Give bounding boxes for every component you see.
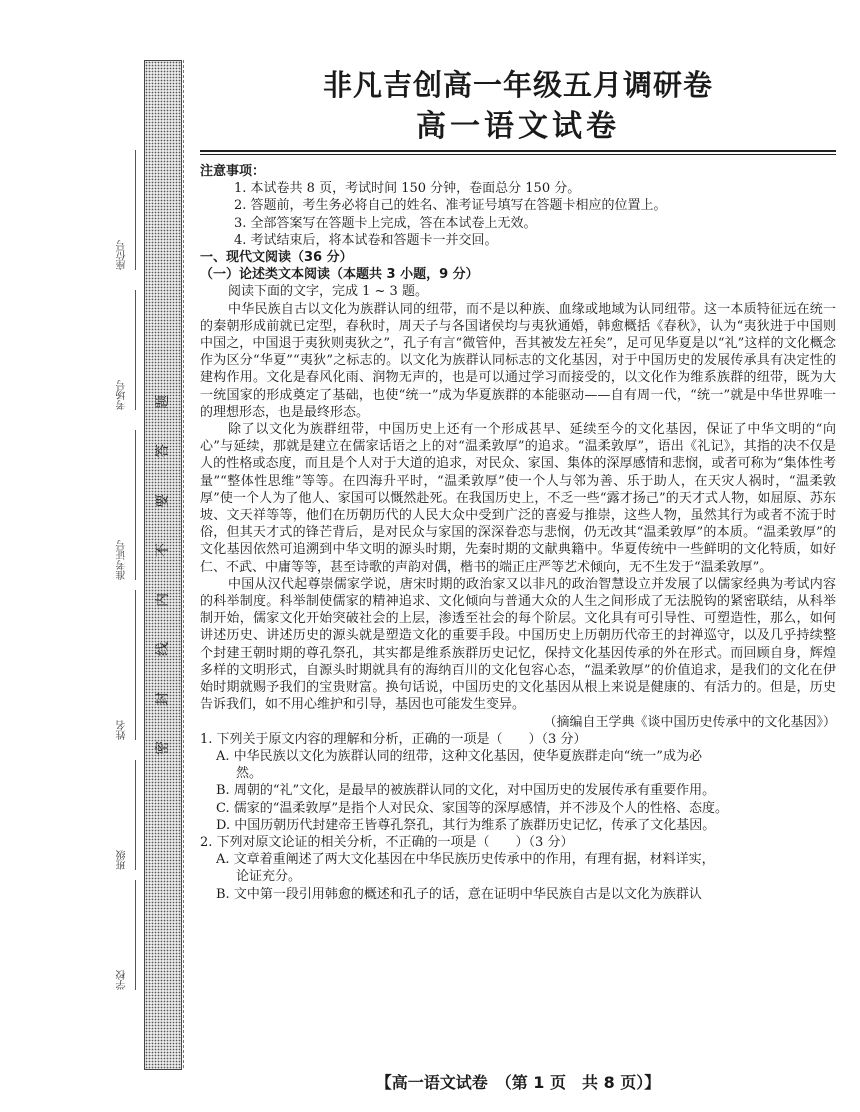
answer-option: C. 儒家的“温柔敦厚”是指个人对民众、家国等的深厚感情，并不涉及个人的性格、态度。	[216, 800, 729, 816]
answer-option-continued: 然。	[236, 766, 263, 782]
page-footer: 【高一语文试卷 （第 1 页 共 8 页）】	[375, 1073, 661, 1092]
name-field[interactable]	[96, 590, 144, 740]
passage-paragraph: 除了以文化为族群纽带，中国历史上还有一个形成甚早、延续至今的文化基因，保证了中华文明的“向心”与延续，那就是建立在儒家话语之上的对“温柔敦厚”的追求。“温柔敦厚”，语出《礼记》，其指的决不仅是人的性格或态度，而且是个人对于大道的追求，对民众、家国、集体的深厚感情和悲悯，或者可称为“集体性考量”“整体性思维”等等。在四海升平时，“温柔敦厚”使一个人与邻为善、乐于助人，在天灾人祸时，“温柔敦厚”使一个人为了他人、家国可以慨然赴死。在我国历史上，不乏一些“露才扬己”的天才式人物，如屈原、苏东坡、文天祥等等，他们在历朝历代的人民大众中受到广泛的喜爱与推崇，这些人物，虽然其行为或者不流于时俗，但其天才式的锋芒背后，是对民众与家国的深深眷恋与悲悯，仍无改其“温柔敦厚”的本质。“温柔敦厚”的文化基因依然可追溯到中华文明的源头时期，先秦时期的文献典籍中。华夏传统中一些鲜明的文化特质，如好仁、不武、中庸等等，甚至诗歌的声韵对偶，楷书的端正庄严等艺术倾向，无不生发于“温柔敦厚”。	[200, 422, 836, 575]
answer-option-continued: 论证充分。	[236, 869, 302, 885]
question-1	[200, 731, 836, 834]
question-stem: 1. 下列关于原文内容的理解和分析，正确的一项是（ ）（3 分）	[200, 731, 587, 747]
binding-margin	[0, 0, 192, 1112]
subject-title: 高一语文试卷	[416, 109, 620, 144]
answer-option: B. 周朝的“礼”文化，是最早的被族群认同的文化，对中国历史的发展传承有重要作用。	[216, 783, 716, 799]
exam-room-field[interactable]	[96, 290, 144, 410]
passage-source: （摘编自王学典《谈中国历史传承中的文化基因》）	[543, 714, 836, 730]
subsection-heading: （一）论述类文本阅读（本题共 3 小题，9 分）	[200, 267, 479, 283]
seal-warning-text: 题 答 要 不 内 线 封 密	[155, 395, 171, 755]
reading-instruction: 阅读下面的文字，完成 1 ~ 3 题。	[228, 284, 428, 300]
passage-paragraph: 中国从汉代起尊崇儒家学说，唐宋时期的政治家又以非凡的政治智慧设立并发展了以儒家经典为考试内容的科举制度。科举制使儒家的精神追求、文化倾向与普通大众的人生之间形成了无法脱钩的紧密联结，从科举制开始，儒家文化开始突破社会的上层，渗透至社会的每个阶层。文化具有可引导性、可塑造性，那么，如何讲述历史、讲述历史的源头就是塑造文化的重要手段。中国历史上历朝历代帝王的封禅巡守，以及几乎持续整个封建王朝时期的尊孔祭孔，其实都是维系族群历史记忆，保持文化基因传承的外在形式。而回顾自身，辉煌多样的文明形式，自源头时期就具有的海纳百川的文化包容心态，“温柔敦厚”的价值追求，是我们的文化在伊始时期就赐予我们的宝贵财富。换句话说，中国历史的文化基因从根上来说是健康的、有活力的。但是，历史告诉我们，如不用心维护和引导，基因也可能发生变异。	[200, 576, 836, 713]
school-field[interactable]	[96, 880, 144, 990]
exam-number-label: 准考证号	[117, 540, 128, 580]
exam-room-label: 考场号	[117, 380, 128, 410]
notice-item: 3. 全部答案写在答题卡上完成，答在本试卷上无效。	[234, 215, 537, 231]
passage-paragraph: 中华民族自古以文化为族群认同的纽带，而不是以种族、血缘或地域为认同纽带。这一本质特征远在统一的秦朝形成前就已定型，春秋时，周天子与各国诸侯均与夷狄通婚，韩愈概括《春秋》，认为“夷狄进于中国则中国之，中国退于夷狄则夷狄之”，孔子有言“微管仲，吾其被发左衽矣”，足可见华夏是以“礼”这样的文化概念作为区分“华夏”“夷狄”之标志的。以文化为族群认同标志的文化基因，对于中国历史的发展传承具有决定性的建构作用。文化是春风化雨、润物无声的，也是可以通过学习而接受的，以文化作为维系族群的纽带，既为大一统国家的形成奠定了基础，也使“统一”成为华夏族群的本能驱动——自有周一代，“统一”就是中华世界唯一的理想形态，也是最终形态。	[200, 301, 836, 420]
exam-title: 非凡吉创高一年级五月调研卷	[322, 68, 713, 102]
class-label: 班级	[117, 850, 128, 870]
answer-option: B. 文中第一段引用韩愈的概述和孔子的话，意在证明中华民族自古是以文化为族群认	[216, 886, 702, 902]
name-label: 姓名	[117, 720, 128, 740]
notice-item: 2. 答题前，考生务必将自己的姓名、准考证号填写在答题卡相应的位置上。	[234, 198, 667, 214]
seat-number-label: 座位号	[117, 240, 128, 270]
seat-number-field[interactable]	[96, 150, 144, 270]
notice-item: 1. 本试卷共 8 页，考试时间 150 分钟，卷面总分 150 分。	[234, 181, 581, 197]
notice-section	[200, 163, 836, 249]
notice-item: 4. 考试结束后，将本试卷和答题卡一并交回。	[234, 232, 498, 248]
exam-page-content	[200, 66, 836, 903]
question-2	[200, 834, 836, 903]
section-heading: 一、现代文阅读（36 分）	[200, 250, 353, 266]
title-divider	[200, 150, 836, 155]
answer-option: A. 文章着重阐述了两大文化基因在中华民族历史传承中的作用，有理有据，材料详实，	[216, 852, 715, 868]
exam-number-field[interactable]	[96, 430, 144, 580]
school-label: 学校	[117, 970, 128, 990]
seal-dashed-line	[183, 60, 185, 1068]
question-stem: 2. 下列对原文论证的相关分析，不正确的一项是（ ）（3 分）	[200, 834, 574, 850]
answer-option: A. 中华民族以文化为族群认同的纽带，这种文化基因，使华夏族群走向“统一”成为必	[216, 748, 702, 764]
answer-option: D. 中国历朝历代封建帝王皆尊孔祭孔，其行为维系了族群历史记忆，传承了文化基因。	[216, 817, 716, 833]
class-field[interactable]	[96, 760, 144, 870]
notice-heading: 注意事项：	[200, 164, 266, 179]
